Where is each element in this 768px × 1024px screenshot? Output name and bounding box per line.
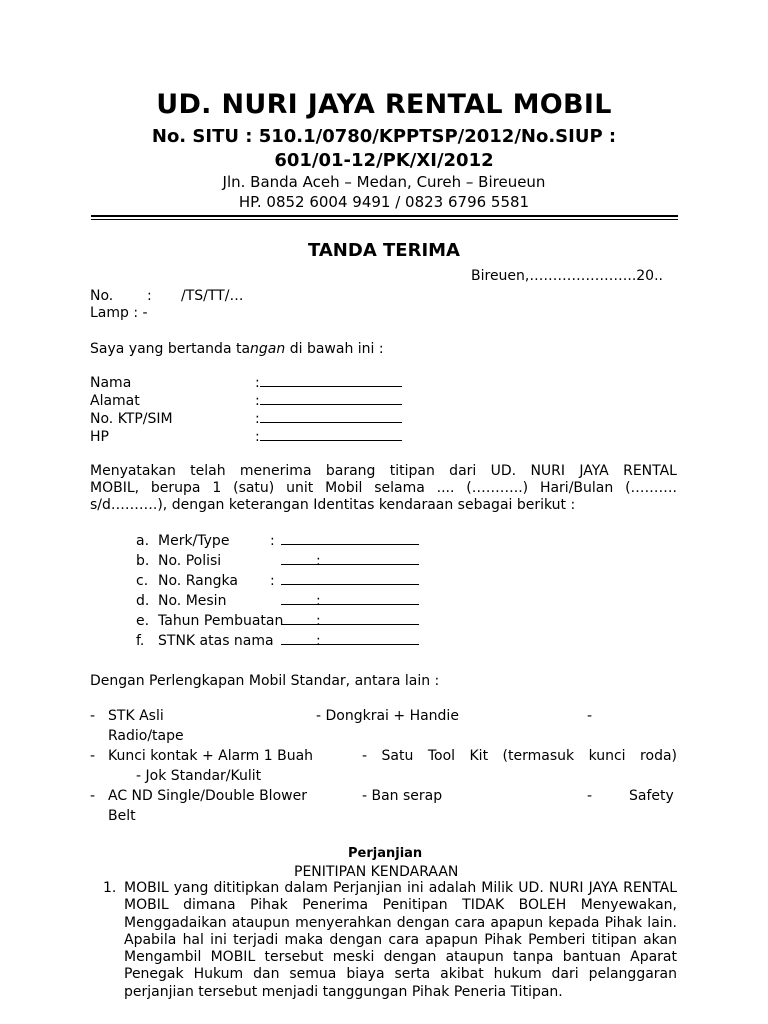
vehicle-marker-f: f. <box>136 633 145 649</box>
vehicle-label-registration: STNK atas nama <box>158 633 274 649</box>
company-name: UD. NURI JAYA RENTAL MOBIL <box>156 89 612 120</box>
header-divider <box>91 215 678 217</box>
address-field <box>255 393 402 409</box>
equipment-seat: - Jok Standar/Kulit <box>136 768 262 784</box>
company-address: Jln. Banda Aceh – Medan, Cureh – Bireueun <box>222 173 546 191</box>
vehicle-colon-registration: : <box>316 633 321 649</box>
address-colon: : <box>255 393 260 409</box>
vehicle-label-chassis: No. Rangka <box>158 573 238 589</box>
equipment-bullet-1: - <box>90 708 96 724</box>
agreement-item-number: 1. <box>103 880 117 896</box>
id-card-colon: : <box>255 411 260 427</box>
intro-text <box>90 341 384 357</box>
statement-line-2: MOBIL, berupa 1 (satu) unit Mobil selama .... (………..) Hari/Bulan (………. <box>90 480 677 496</box>
intro-italic: ngan <box>250 341 286 357</box>
equipment-radio: Radio/tape <box>108 728 184 744</box>
statement-line-1: Menyatakan telah menerima barang titipan dari UD. NURI JAYA RENTAL <box>90 463 677 479</box>
id-card-field-label: No. KTP/SIM <box>90 411 173 427</box>
header-divider-thin <box>91 219 678 220</box>
vehicle-line-engine <box>281 604 419 605</box>
equipment-ac: AC ND Single/Double Blower <box>108 788 307 804</box>
phone-colon: : <box>255 429 260 445</box>
equipment-dash-radio: - <box>587 708 593 724</box>
agreement-heading: Perjanjian <box>348 846 423 861</box>
equipment-stk: STK Asli <box>108 708 164 724</box>
equipment-bullet-2: - <box>90 748 96 764</box>
vehicle-marker-b: b. <box>136 553 150 569</box>
vehicle-colon-engine: : <box>316 593 321 609</box>
id-card-field <box>255 411 402 427</box>
vehicle-marker-c: c. <box>136 573 149 589</box>
vehicle-colon-chassis: : <box>270 573 275 589</box>
intro-suffix: di bawah ini : <box>285 341 384 357</box>
license-line-2: 601/01-12/PK/XI/2012 <box>274 150 494 171</box>
equipment-bullet-3: - <box>90 788 96 804</box>
agreement-subheading: PENITIPAN KENDARAAN <box>294 864 459 880</box>
number-label: No. <box>90 288 114 304</box>
equipment-dash-safety: - <box>587 788 593 804</box>
number-value: /TS/TT/… <box>181 288 244 304</box>
vehicle-colon-brand: : <box>270 533 275 549</box>
name-field-label: Nama <box>90 375 132 391</box>
address-blank-line <box>260 397 402 405</box>
phone-blank-line <box>260 433 402 441</box>
vehicle-label-engine: No. Mesin <box>158 593 227 609</box>
equipment-safety: Safety <box>629 788 674 804</box>
name-colon: : <box>255 375 260 391</box>
place-date: Bireuen,…………………..20.. <box>471 268 663 284</box>
statement-line-3: s/d……….), dengan keterangan Identitas kendaraan sebagai berikut : <box>90 497 576 513</box>
address-field-label: Alamat <box>90 393 140 409</box>
vehicle-marker-e: e. <box>136 613 150 629</box>
number-colon: : <box>147 288 152 304</box>
vehicle-line-plate <box>281 564 419 565</box>
phone-field-label: HP <box>90 429 109 445</box>
name-blank-line <box>260 379 402 387</box>
license-line-1: No. SITU : 510.1/0780/KPPTSP/2012/No.SIUP : <box>151 126 617 147</box>
id-card-blank-line <box>260 415 402 423</box>
name-field <box>255 375 402 391</box>
vehicle-marker-a: a. <box>136 533 150 549</box>
vehicle-line-brand <box>281 544 419 545</box>
vehicle-line-year <box>281 624 419 625</box>
equipment-key-alarm: Kunci kontak + Alarm 1 Buah <box>108 748 314 764</box>
vehicle-label-plate: No. Polisi <box>158 553 222 569</box>
equipment-intro: Dengan Perlengkapan Mobil Standar, antara lain : <box>90 673 440 689</box>
company-phone: HP. 0852 6004 9491 / 0823 6796 5581 <box>238 193 530 211</box>
vehicle-line-chassis <box>281 584 419 585</box>
vehicle-label-year: Tahun Pembuatan <box>158 613 284 629</box>
document-title: TANDA TERIMA <box>308 240 460 261</box>
equipment-belt: Belt <box>108 808 136 824</box>
vehicle-colon-year: : <box>316 613 321 629</box>
equipment-spare-tire: - Ban serap <box>362 788 443 804</box>
intro-prefix: Saya yang bertanda ta <box>90 341 251 357</box>
vehicle-label-brand: Merk/Type <box>158 533 230 549</box>
equipment-jack: - Dongkrai + Handie <box>316 708 459 724</box>
agreement-item-text: MOBIL yang dititipkan dalam Perjanjian ini adalah Milik UD. NURI JAYA RENTAL MOBIL dimana Pihak Penerima Penitipan TIDAK BOLEH Menyewakan, Menggadaikan ataupun menyerahkan dengan cara apapun kepada Pihak lain. Apabila hal ini terjadi maka dengan cara apapun Pihak Pemberi titipan akan Mengambil MOBIL tersebut meski dengan ataupun tanpa bantuan Aparat Penegak Hukum dan semua biaya serta akibat hukum dari pelanggaran perjanjian tersebut menjadi tanggungan Pihak Peneria Titipan. <box>124 880 677 1000</box>
vehicle-marker-d: d. <box>136 593 150 609</box>
phone-field <box>255 429 402 445</box>
vehicle-colon-plate: : <box>316 553 321 569</box>
equipment-tool-kit: - Satu Tool Kit (termasuk kunci roda) <box>362 748 677 764</box>
attachment-line: Lamp : - <box>90 305 148 321</box>
vehicle-line-registration <box>281 644 419 645</box>
